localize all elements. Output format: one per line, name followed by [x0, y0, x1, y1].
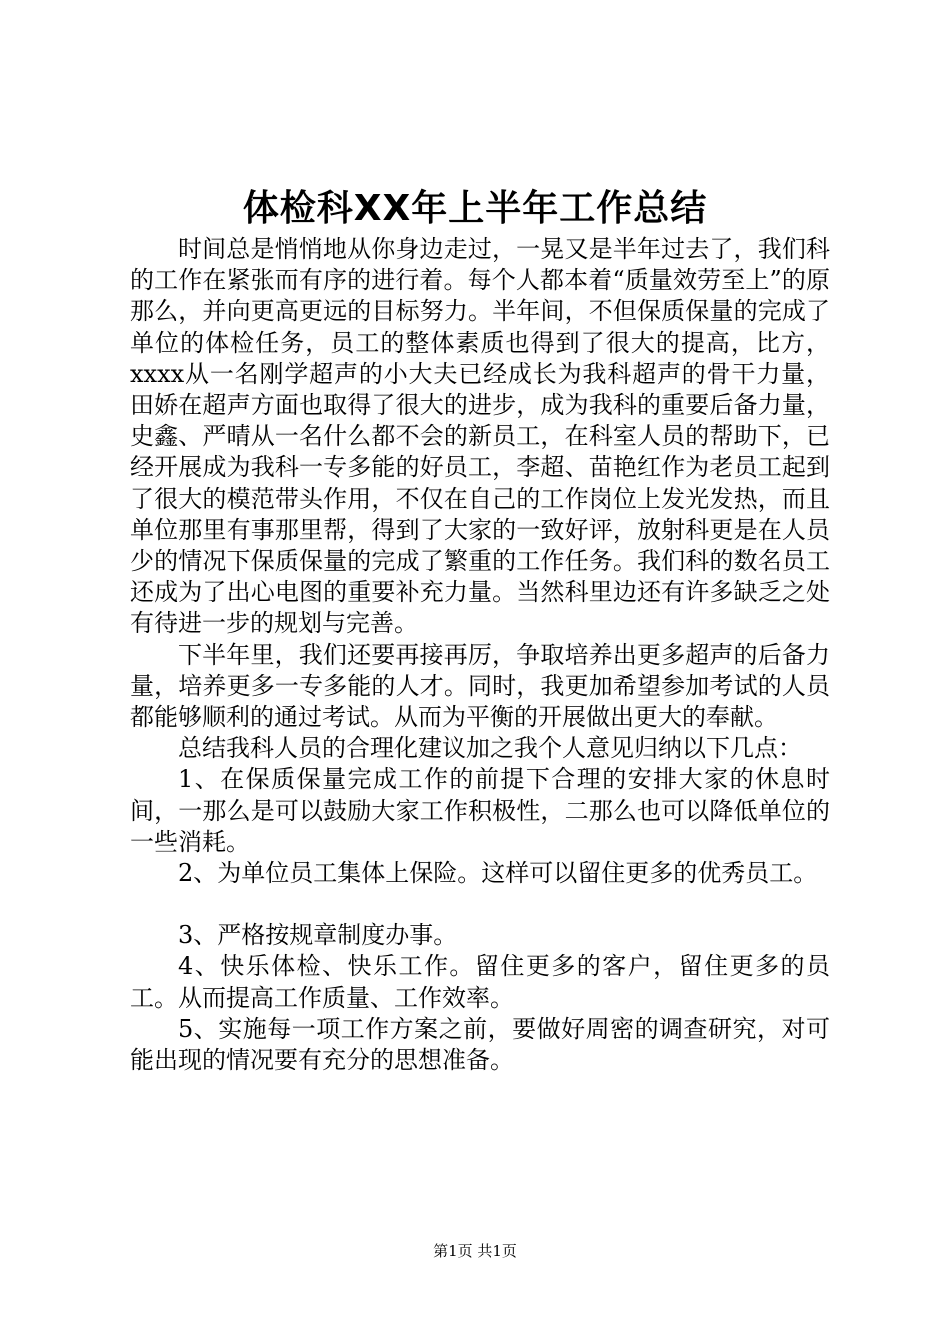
suggestion-item-4: 4、快乐体检、快乐工作。留住更多的客户，留住更多的员工。从而提高工作质量、工作效率。	[130, 952, 830, 1012]
paragraph-intro: 时间总是悄悄地从你身边走过，一晃又是半年过去了，我们科的工作在紧张而有序的进行着。每个人都本着“质量效劳至上”的原那么，并向更高更远的目标努力。半年间，不但保质保量的完成了单位的体检任务，员工的整体素质也得到了很大的提高，比方，xxxx从一名刚学超声的小大夫已经成长为我科超声的骨干力量，田娇在超声方面也取得了很大的进步，成为我科的重要后备力量，史鑫、严晴从一名什么都不会的新员工，在科室人员的帮助下，已经开展成为我科一专多能的好员工，李超、苗艳红作为老员工起到了很大的模范带头作用，不仅在自己的工作岗位上发光发热，而且单位那里有事那里帮，得到了大家的一致好评，放射科更是在人员少的情况下保质保量的完成了繁重的工作任务。我们科的数名员工还成为了出心电图的重要补充力量。当然科里边还有许多缺乏之处有待进一步的规划与完善。	[130, 235, 830, 638]
page-footer: 第1页 共1页	[433, 1242, 517, 1260]
paragraph-plan: 下半年里，我们还要再接再厉，争取培养出更多超声的后备力量，培养更多一专多能的人才。同时，我更加希望参加考试的人员都能够顺利的通过考试。从而为平衡的开展做出更大的奉献。	[130, 640, 830, 732]
paragraph-summary-lead: 总结我科人员的合理化建议加之我个人意见归纳以下几点：	[178, 734, 802, 763]
suggestion-item-3: 3、严格按规章制度办事。	[178, 921, 458, 950]
document-title: 体检科XX年上半年工作总结	[242, 188, 708, 229]
suggestion-item-5: 5、实施每一项工作方案之前，要做好周密的调查研究，对可能出现的情况要有充分的思想准备。	[130, 1014, 830, 1075]
suggestion-item-1: 1、在保质保量完成工作的前提下合理的安排大家的休息时间，一那么是可以鼓励大家工作积极性，二那么也可以降低单位的一些消耗。	[130, 765, 830, 856]
suggestion-item-2: 2、为单位员工集体上保险。这样可以留住更多的优秀员工。	[178, 859, 818, 888]
document-body	[130, 234, 830, 1076]
